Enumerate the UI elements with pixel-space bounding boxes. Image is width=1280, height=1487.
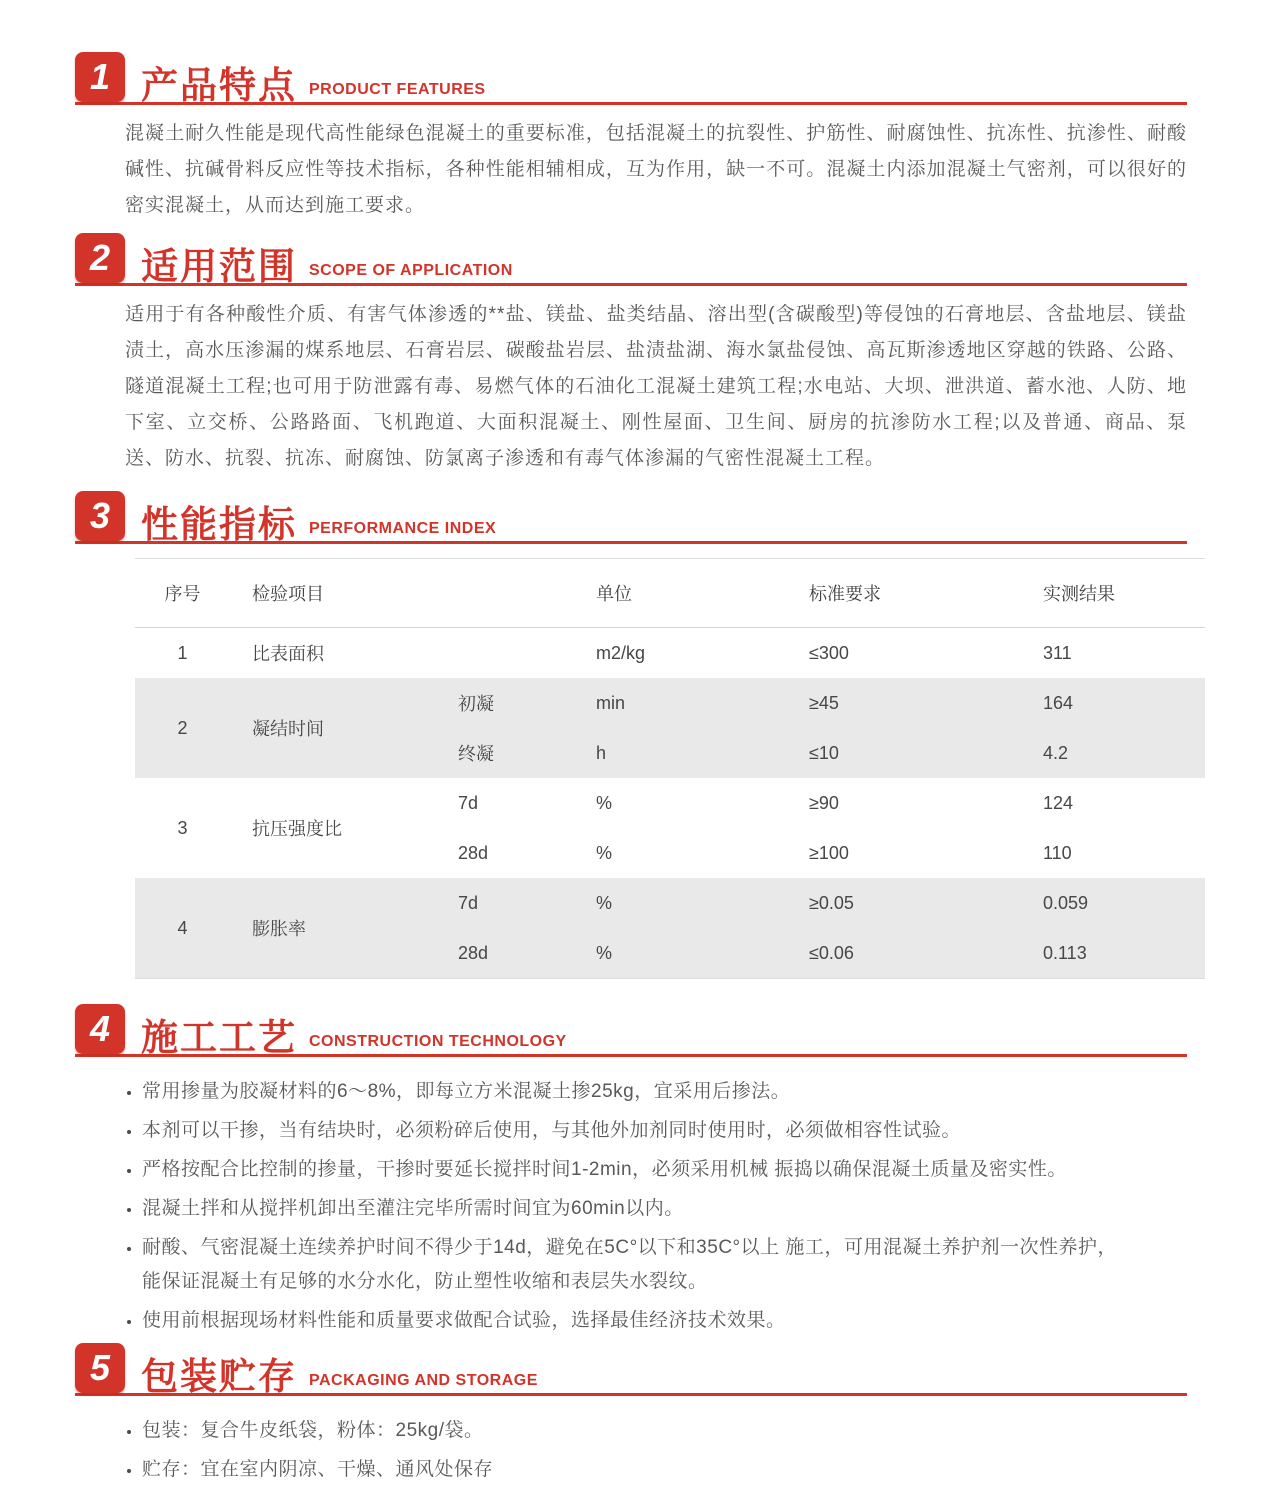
section-number: 2: [89, 237, 111, 278]
performance-table: [135, 558, 1205, 979]
table-cell-result: 0.113: [1043, 942, 1087, 963]
section-number-badge: [75, 233, 125, 283]
section-number: 1: [89, 56, 111, 97]
section-number: 4: [89, 1008, 111, 1049]
table-group-row: [135, 628, 1205, 678]
section-header: [75, 1004, 1187, 1057]
table-cell-result: 0.059: [1043, 892, 1089, 913]
section-2: [75, 233, 1187, 477]
section-title-zh: 包装贮存: [141, 1356, 297, 1397]
bullet-item: • 使用前根据现场材料性能和质量要求做配合试验，选择最佳经济技术效果。: [142, 1304, 1187, 1338]
table-header-cell: 序号: [164, 584, 201, 604]
table-group-row: [135, 778, 1205, 878]
table-cell-item: 凝结时间: [252, 719, 324, 739]
table-cell-subitem: [440, 628, 580, 678]
section-title-zh: 产品特点: [141, 65, 297, 106]
section-number-badge: [75, 52, 125, 102]
table-cell-subitem: 7d: [458, 892, 479, 913]
section-1: [75, 52, 1187, 224]
section-title-en: PACKAGING AND STORAGE: [309, 1372, 538, 1389]
section-title-zh: 适用范围: [141, 246, 297, 287]
section-number: 5: [89, 1347, 111, 1388]
table-cell-unit: %: [596, 892, 613, 913]
table-cell-item: 比表面积: [252, 644, 324, 664]
section-5: [75, 1343, 1187, 1487]
section-number-badge: [75, 1343, 125, 1393]
table-cell-standard: ≤300: [809, 642, 849, 663]
bullet-item: • 贮存：宜在室内阴凉、干燥、通风处保存: [142, 1453, 1187, 1487]
section-paragraph: 适用于有各种酸性介质、有害气体渗透的**盐、镁盐、盐类结晶、溶出型(含碳酸型)等侵蚀的石膏地层、含盐地层、镁盐渍土，高水压渗漏的煤系地层、石膏岩层、碳酸盐岩层、盐渍盐湖、海水氯盐侵蚀、高瓦斯渗透地区穿越的铁路、公路、隧道混凝土工程;也可用于防泄露有毒、易燃气体的石油化工混凝土建筑工程;水电站、大坝、泄洪道、蓄水池、人防、地下室、立交桥、公路路面、飞机跑道、大面积混凝土、刚性屋面、卫生间、厨房的抗渗防水工程;以及普通、商品、泵送、防水、抗裂、抗冻、耐腐蚀、防氯离子渗透和有毒气体渗漏的气密性混凝土工程。: [125, 304, 1187, 469]
table-cell-subitem: 初凝: [458, 694, 494, 714]
table-cell-no: 3: [177, 817, 188, 838]
table-cell-item: 抗压强度比: [252, 819, 342, 839]
table-header-cell: 单位: [596, 584, 632, 604]
table-header-cell: 实测结果: [1043, 584, 1115, 604]
table-cell-subitem: 7d: [458, 792, 479, 813]
table-cell-no: 4: [177, 917, 188, 938]
table-cell-standard: ≥90: [809, 792, 839, 813]
table-group-row: [135, 678, 1205, 778]
table-cell-item: 膨胀率: [252, 919, 306, 939]
table-cell-result: 164: [1043, 692, 1074, 713]
bullet-item: • 包装：复合牛皮纸袋，粉体：25kg/袋。: [142, 1414, 1187, 1448]
table-cell-result: 4.2: [1043, 742, 1069, 763]
table-header-cell: 检验项目: [252, 584, 324, 604]
table-cell-subitem: 28d: [458, 942, 489, 963]
section-number-badge: [75, 491, 125, 541]
table-header-cell: [440, 559, 580, 627]
bullet-item: • 本剂可以干掺，当有结块时，必须粉碎后使用，与其他外加剂同时使用时，必须做相容性试验。: [142, 1114, 1187, 1148]
table-group-row: [135, 878, 1205, 978]
table-cell-result: 124: [1043, 792, 1074, 813]
table-cell-standard: ≥45: [809, 692, 839, 713]
table-header-row: [135, 559, 1205, 628]
bullet-list: [122, 1075, 1187, 1338]
section-title-en: PERFORMANCE INDEX: [309, 520, 497, 537]
table-cell-standard: ≤0.06: [809, 942, 854, 963]
table-header-cell: 标准要求: [809, 584, 881, 604]
table-cell-unit: min: [596, 692, 626, 713]
table-cell-no: 2: [177, 717, 188, 738]
section-title-zh: 施工工艺: [141, 1017, 297, 1058]
bullet-item: • 常用掺量为胶凝材料的6～8%，即每立方米混凝土掺25kg，宜采用后掺法。: [142, 1075, 1187, 1109]
section-header: [75, 1343, 1187, 1396]
table-cell-result: 110: [1043, 842, 1072, 863]
table-cell-standard: ≥100: [809, 842, 849, 863]
table-cell-result: 311: [1043, 642, 1072, 663]
table-cell-unit: h: [596, 742, 607, 763]
section-title-zh: 性能指标: [141, 504, 297, 545]
section-3: [75, 491, 1187, 979]
table-cell-unit: %: [596, 792, 613, 813]
table-cell-subitem: 终凝: [458, 744, 494, 764]
table-cell-unit: %: [596, 842, 613, 863]
section-header: [75, 233, 1187, 286]
table-cell-unit: %: [596, 942, 613, 963]
bullet-item: • 耐酸、气密混凝土连续养护时间不得少于14d，避免在5C°以下和35C°以上 施工，可用混凝土养护剂一次性养护，能保证混凝土有足够的水分水化，防止塑性收缩和表层失水裂纹。: [142, 1231, 1187, 1299]
table-cell-no: 1: [177, 642, 188, 663]
table-cell-standard: ≤10: [809, 742, 839, 763]
table-cell-unit: m2/kg: [596, 642, 646, 663]
section-title-en: CONSTRUCTION TECHNOLOGY: [309, 1033, 567, 1050]
section-title-en: SCOPE OF APPLICATION: [309, 262, 513, 279]
bullet-list: [122, 1414, 1187, 1487]
bullet-item: • 混凝土拌和从搅拌机卸出至灌注完毕所需时间宜为60min以内。: [142, 1192, 1187, 1226]
section-paragraph: 混凝土耐久性能是现代高性能绿色混凝土的重要标准，包括混凝土的抗裂性、护筋性、耐腐蚀性、抗冻性、抗渗性、耐酸碱性、抗碱骨料反应性等技术指标，各种性能相辅相成，互为作用，缺一不可。混凝土内添加混凝土气密剂，可以很好的密实混凝土，从而达到施工要求。: [125, 123, 1187, 216]
bullet-item: • 严格按配合比控制的掺量，干掺时要延长搅拌时间1-2min，必须采用机械 振捣以确保混凝土质量及密实性。: [142, 1153, 1187, 1187]
section-header: [75, 52, 1187, 105]
section-number: 3: [89, 495, 111, 536]
section-title-en: PRODUCT FEATURES: [309, 81, 486, 98]
table-cell-standard: ≥0.05: [809, 892, 854, 913]
section-number-badge: [75, 1004, 125, 1054]
section-header: [75, 491, 1187, 544]
section-4: [75, 1004, 1187, 1338]
table-cell-subitem: 28d: [458, 842, 489, 863]
